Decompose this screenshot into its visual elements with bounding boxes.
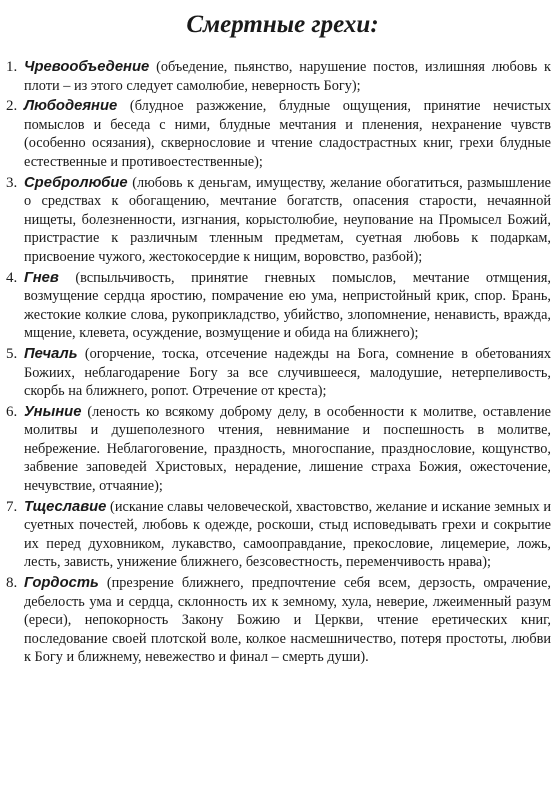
- item-description: (объедение, пьянство, нарушение постов, излишняя любовь к плоти – из этого следует самолюбие, неверность Богу);: [24, 59, 551, 94]
- item-body: [24, 498, 551, 572]
- list-item-gluttony: [6, 58, 551, 95]
- list-item-fornication: [6, 97, 551, 171]
- item-term: Тщеславие: [24, 498, 107, 515]
- item-number: 1.: [6, 59, 18, 75]
- item-term: Любодеяние: [24, 98, 118, 115]
- item-body: [24, 97, 551, 171]
- sins-list: [6, 58, 551, 667]
- item-description: (вспыльчивость, принятие гневных помыслов, мечтание отмщения, возмущение сердца яростию, помрачение ею ума, непристойный крик, спор. Брань, жестокие колкие слова, рукоприкладство, убийство, злопомнение, ненависть, вражда, мщение, клевета, осуждение, возмущение и обида на ближнего);: [24, 269, 551, 342]
- item-description: (любовь к деньгам, имуществу, желание обогатиться, размышление о средствах к обогащению, мечтание богатств, опасения старости, нечаянной нищеты, болезненности, изгнания, корыстолюбие, неупование на Промысел Божий, пристрастие к различным тленным предметам, суетная любовь к подаркам, присвоение чужого, жестокосердие к нищим, воровство, разбой);: [24, 174, 551, 265]
- item-number: 3.: [6, 174, 18, 191]
- item-body: [24, 574, 551, 667]
- item-number: 4.: [6, 269, 18, 286]
- item-term: Чревообъедение: [24, 59, 150, 75]
- item-body: [24, 174, 551, 267]
- item-body: [24, 403, 551, 496]
- item-description: (блудное разжжение, блудные ощущения, принятие нечистых помыслов и беседа с ними, блудные мечтания и пленения, нехранение чувств (особенно осязания), сквернословие и чтение сладострастных книг, грехи блудные естественные и противоестественные);: [24, 98, 551, 170]
- item-description: (искание славы человеческой, хвастовство, желание и искание земных и суетных почестей, любовь к одежде, роскоши, стыд исповедывать грехи и сокрытие их перед духовником, лукавство, самооправдание, прекословие, лицемерие, ложь, лесть, зависть, унижение ближнего, безсовестность, переменчивость нрава);: [24, 498, 551, 571]
- item-number: 7.: [6, 498, 18, 515]
- page-title: Смертные грехи:: [186, 11, 379, 38]
- item-term: Гордость: [24, 575, 99, 592]
- item-term: Уныние: [24, 403, 82, 420]
- item-description: (огорчение, тоска, отсечение надежды на Бога, сомнение в обетованиях Божиих, неблагодарение Богу за все случившееся, малодушие, нетерпеливость, скорбь на ближнего, ропот. Отречение от креста);: [24, 345, 551, 400]
- item-term: Печаль: [24, 345, 78, 362]
- item-body: [24, 345, 551, 401]
- item-description: (леность ко всякому доброму делу, в особенности к молитве, оставление молитвы и душеполезного чтения, невнимание и поспешность в молитве, небрежение. Неблагоговение, праздность, многоспание, празднословие, кощунство, забвение заповедей Христовых, нерадение, лишение страха Божия, ожесточение, нечувствие, отчаяние);: [24, 403, 551, 495]
- item-term: Гнев: [24, 269, 59, 286]
- item-number: 5.: [6, 345, 18, 362]
- list-item-wrath: [6, 269, 551, 343]
- list-item-despondency: [6, 403, 551, 496]
- item-number: 6.: [6, 403, 18, 420]
- list-item-sorrow: [6, 345, 551, 401]
- list-item-avarice: [6, 174, 551, 267]
- item-body: [24, 58, 551, 95]
- item-body: [24, 269, 551, 343]
- item-description: (презрение ближнего, предпочтение себя всем, дерзость, омрачение, дебелость ума и сердца, склонность их к земному, хула, неверие, лжеименный разум (ереси), непокорность Закону Божию и Церкви, чтение еретических книг, последование своей плотской воле, колкое насмешничество, потеря простоты, любви к Богу и ближнему, невежество и финал – смерть души).: [24, 575, 551, 666]
- list-item-pride: [6, 574, 551, 667]
- item-number: 2.: [6, 98, 18, 115]
- item-number: 8.: [6, 575, 18, 592]
- item-term: Сребролюбие: [24, 174, 128, 191]
- list-item-vainglory: [6, 498, 551, 572]
